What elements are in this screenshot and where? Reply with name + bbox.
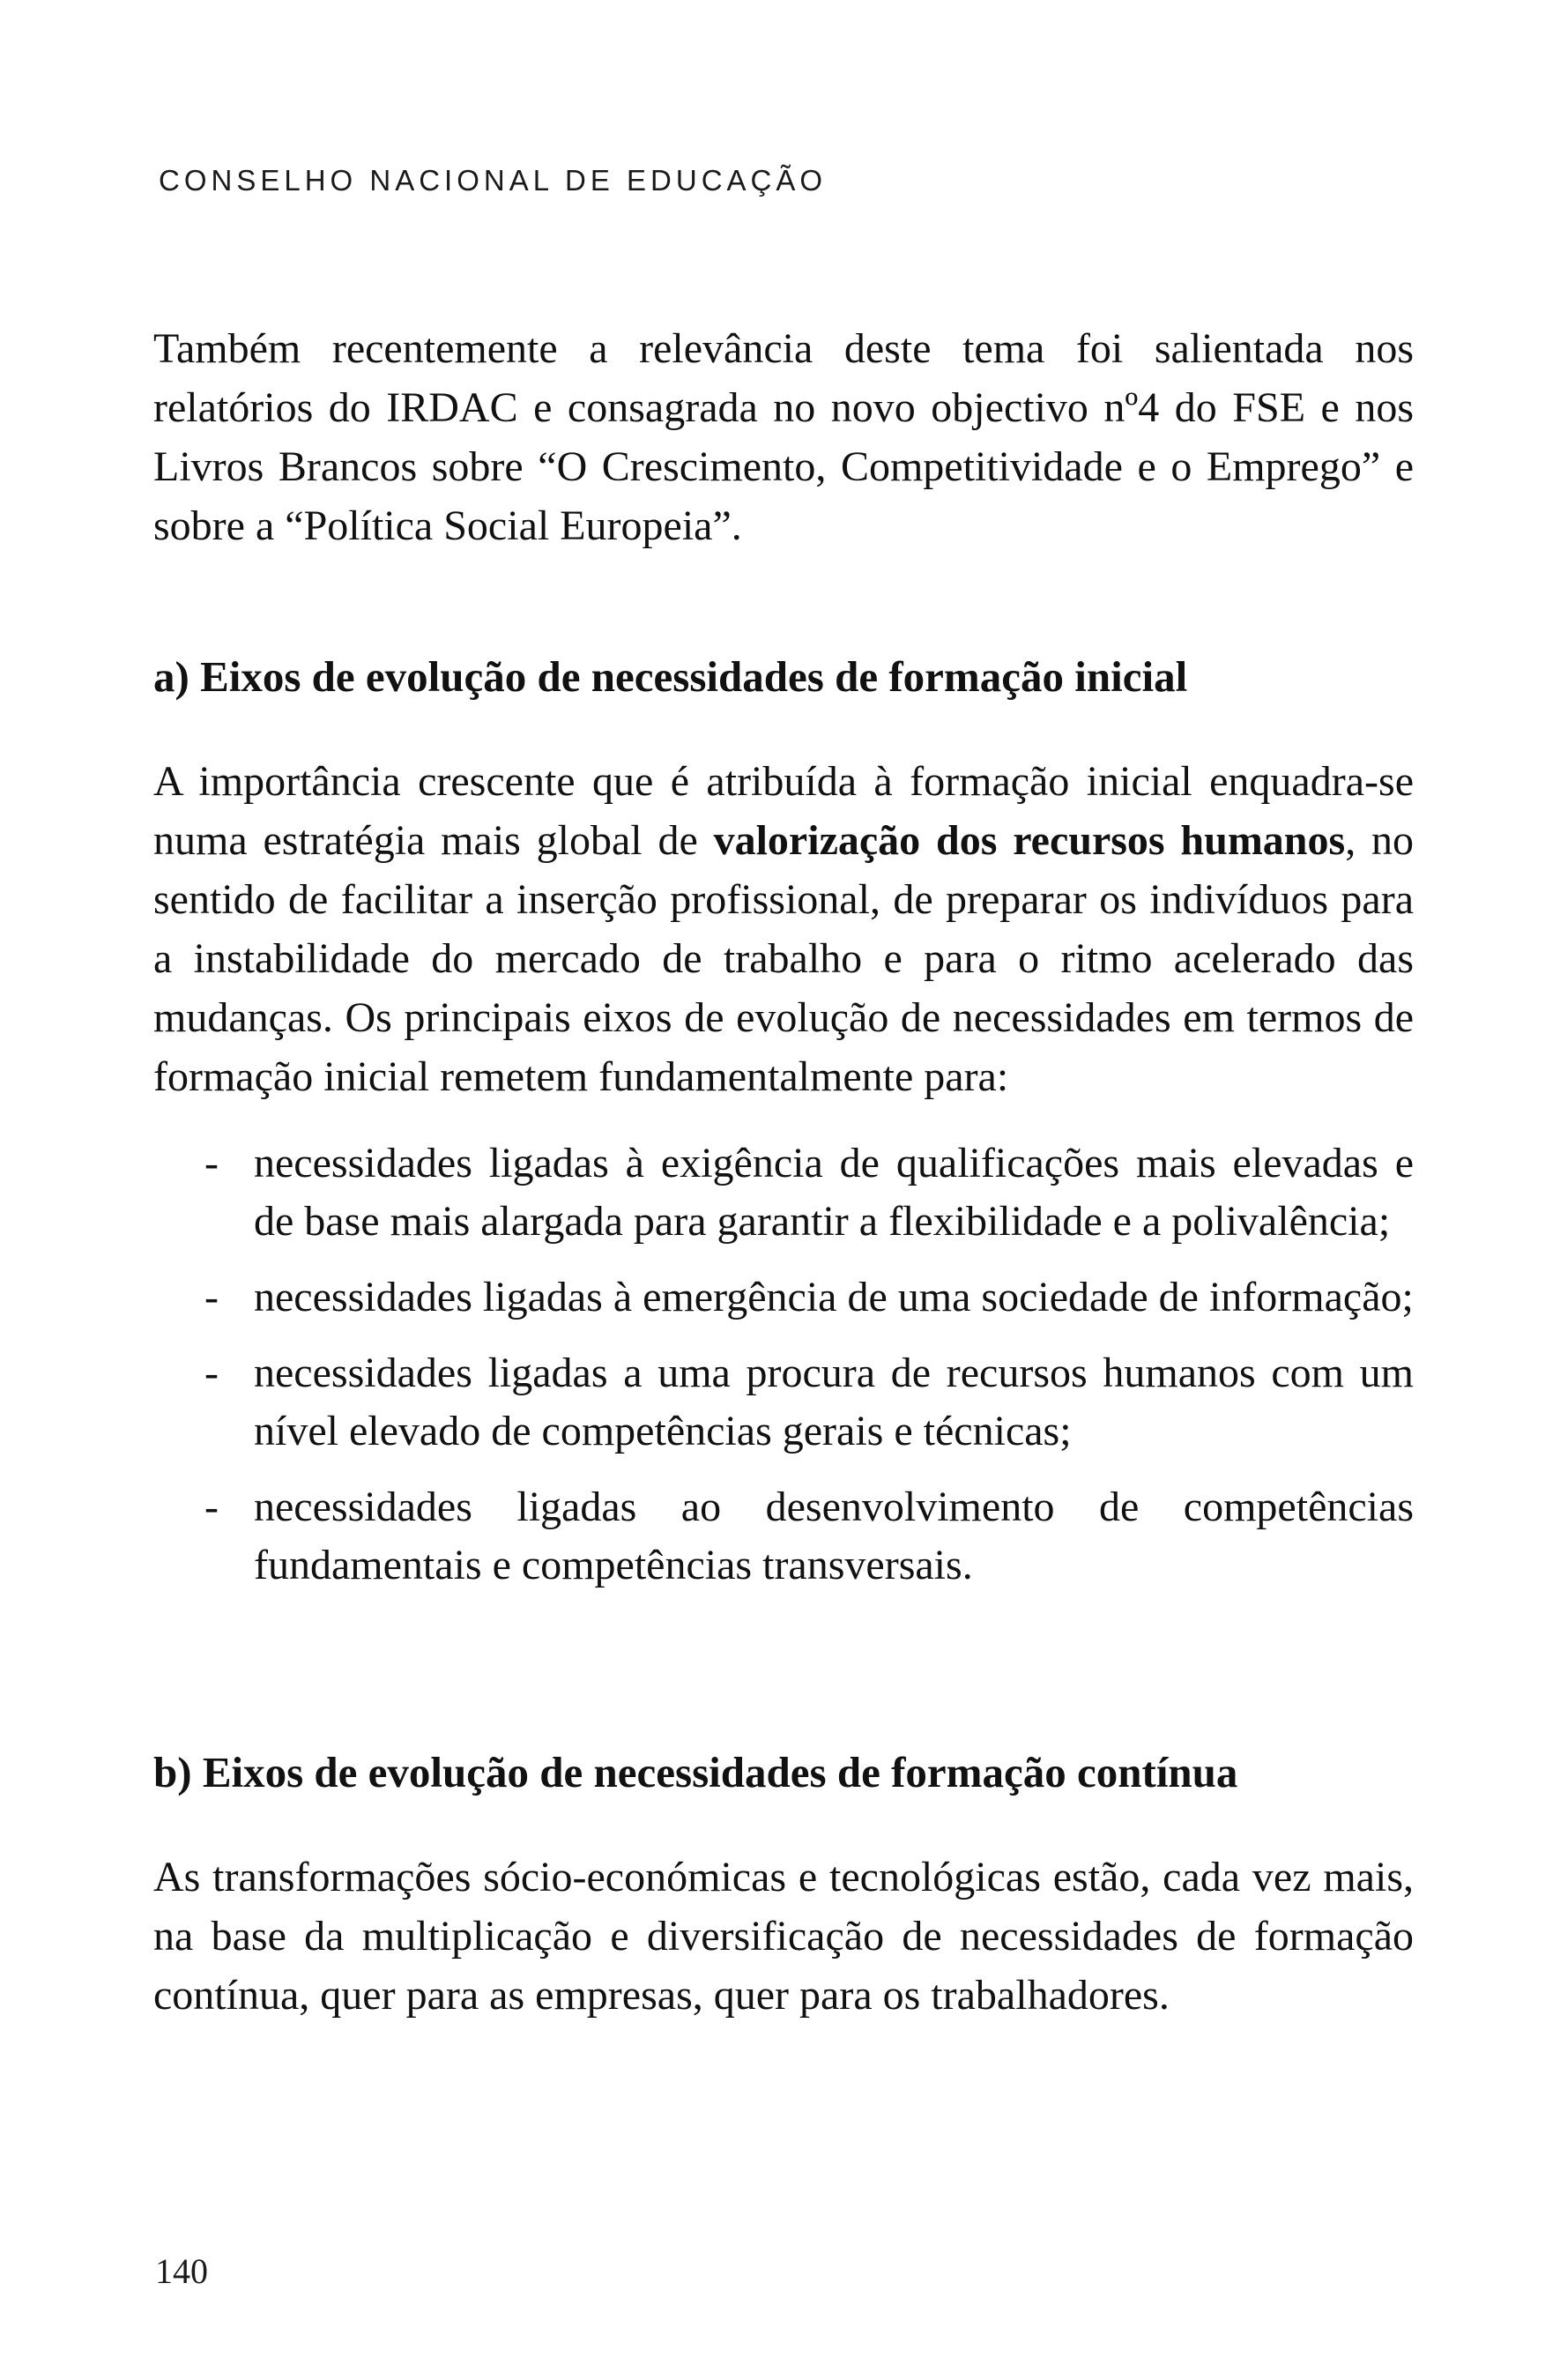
page-number: 140	[155, 2251, 208, 2291]
section-a-bold-phrase: valorização dos recursos humanos	[713, 817, 1346, 864]
section-b-paragraph: As transformações sócio-económicas e tecnológicas estão, cada vez mais, na base da multiplicação e diversificação de necessidades de formação contínua, quer para as empresas, quer para os trabalhadores.	[153, 1854, 1414, 2019]
list-item	[204, 1344, 1414, 1461]
needs-list	[153, 1134, 1414, 1595]
dash-marker: -	[204, 1140, 219, 1186]
list-item-text: necessidades ligadas a uma procura de recursos humanos com um nível elevado de competências gerais e técnicas;	[254, 1350, 1414, 1454]
spacer	[153, 1802, 1414, 1848]
dash-marker: -	[204, 1274, 219, 1320]
list-item-text: necessidades ligadas à emergência de uma sociedade de informação;	[254, 1274, 1414, 1320]
section-a-text-start: A importância crescente que é atribuída à formação inicial enquadra-se numa estratégia mais global de	[153, 758, 1414, 864]
list-item	[204, 1478, 1414, 1595]
dash-marker: -	[204, 1484, 219, 1530]
list-item-text: necessidades ligadas ao desenvolvimento de competências fundamentais e competências transversais.	[254, 1484, 1414, 1588]
intro-paragraph: Também recentemente a relevância deste tema foi salientada nos relatórios do IRDAC e consagrada no novo objectivo nº4 do FSE e nos Livros Brancos sobre “O Crescimento, Competitividade e o Emprego” e sobre a “Política Social Europeia”.	[153, 325, 1414, 549]
spacer	[153, 555, 1414, 647]
list-item	[204, 1134, 1414, 1251]
spacer	[153, 706, 1414, 752]
dash-marker: -	[204, 1350, 219, 1396]
section-a-heading: a) Eixos de evolução de necessidades de formação inicial	[153, 652, 1188, 701]
section-b-heading: b) Eixos de evolução de necessidades de formação contínua	[153, 1748, 1238, 1796]
page-body	[153, 319, 1414, 2025]
spacer	[153, 1106, 1414, 1134]
running-header: CONSELHO NACIONAL DE EDUCAÇÃO	[159, 164, 828, 197]
section-a-text-end: , no sentido de facilitar a inserção profissional, de preparar os indivíduos para a instabilidade do mercado de trabalho e para o ritmo acelerado das mudanças. Os principais eixos de evolução de necessidades em termos de formação inicial remetem fundamentalmente para:	[153, 817, 1415, 1100]
section-a-paragraph	[153, 752, 1414, 1106]
list-item-text: necessidades ligadas à exigência de qualificações mais elevadas e de base mais alargada para garantir a flexibilidade e a polivalência;	[254, 1140, 1414, 1245]
list-item	[204, 1268, 1414, 1327]
spacer	[153, 1595, 1414, 1743]
